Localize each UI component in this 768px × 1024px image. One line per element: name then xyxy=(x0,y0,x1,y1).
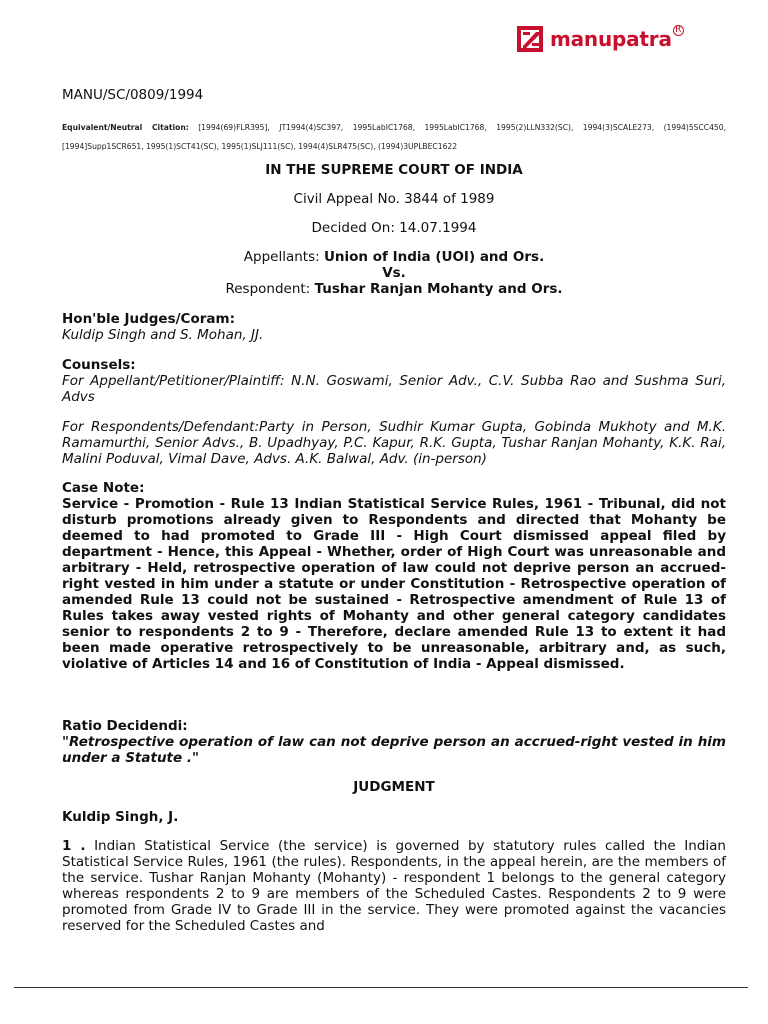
paragraph-text: Indian Statistical Service (the service) is governed by statutory rules called the Indian Statistical Service Rules, 1961 (the rules). Respondents, in the appeal herein, are the members of the service. Tushar Ranjan Mohanty (Mohanty) - respondent 1 belongs to the general category whereas respondents 2 to 9 are members of the Scheduled Castes. Respondents 2 to 9 were promoted from Grade IV to Grade III in the service. They were promoted against the vacancies reserved for the Scheduled Castes and xyxy=(62,838,726,934)
appellant-counsel: For Appellant/Petitioner/Plaintiff: N.N. Goswami, Senior Adv., C.V. Subba Rao and Sushma Suri, Advs xyxy=(62,373,726,405)
manupatra-logo-icon xyxy=(516,24,546,54)
parties-block xyxy=(62,249,726,297)
judgment-paragraph-1 xyxy=(62,838,726,934)
respondent-counsel: For Respondents/Defendant:Party in Person, Sudhir Kumar Gupta, Gobinda Mukhoty and M.K. Ramamurthi, Senior Advs., B. Upadhyay, P.C. Kapur, R.K. Gupta, Tushar Ranjan Mohanty, K.K. Rai, Malini Poduval, Vimal Dave, Advs. A.K. Balwal, Adv. (in-person) xyxy=(62,419,726,467)
manu-citation-id: MANU/SC/0809/1994 xyxy=(62,87,204,103)
respondent-name: Tushar Ranjan Mohanty and Ors. xyxy=(314,281,563,297)
appellants-name: Union of India (UOI) and Ors. xyxy=(323,249,545,265)
case-note-section xyxy=(62,480,726,672)
equivalent-citation xyxy=(62,118,726,156)
decided-date: Decided On: 14.07.1994 xyxy=(311,220,477,236)
respondent-label: Respondent: xyxy=(225,281,311,297)
ratio-heading: Ratio Decidendi: xyxy=(62,718,188,734)
appeal-number: Civil Appeal No. 3844 of 1989 xyxy=(293,191,495,207)
counsels-heading: Counsels: xyxy=(62,357,136,373)
ratio-text: "Retrospective operation of law can not deprive person an accrued-right vested in him under a Statute ." xyxy=(62,734,726,766)
manupatra-logo[interactable] xyxy=(516,24,684,54)
ratio-section xyxy=(62,718,726,766)
registered-mark: R xyxy=(673,25,684,36)
case-note-text: Service - Promotion - Rule 13 Indian Statistical Service Rules, 1961 - Tribunal, did not disturb promotions already given to Respondents and directed that Mohanty be deemed to had promoted to Grade III - High Court dismissed appeal filed by department - Hence, this Appeal - Whether, order of High Court was unreasonable and arbitrary - Held, retrospective operation of law could not deprive person an accrued-right vested in him under a statute or under Constitution - Retrospective operation of amended Rule 13 could not be sustained - Retrospective amendment of Rule 13 of Rules takes away vested rights of Mohanty and other general category candidates senior to respondents 2 to 9 - Therefore, declare amended Rule 13 to extent it had been made operative retrospectively to be unreasonable, arbitrary and, as such, violative of Articles 14 and 16 of Constitution of India - Appeal dismissed. xyxy=(62,496,726,672)
judges-heading: Hon'ble Judges/Coram: xyxy=(62,311,235,327)
judgment-heading: JUDGMENT xyxy=(353,779,435,795)
court-name: IN THE SUPREME COURT OF INDIA xyxy=(265,162,523,178)
paragraph-number: 1 . xyxy=(62,838,86,854)
judges-names: Kuldip Singh and S. Mohan, JJ. xyxy=(62,327,264,343)
footer-rule xyxy=(14,987,748,988)
judgment-author: Kuldip Singh, J. xyxy=(62,809,179,825)
counsels-section xyxy=(62,357,726,405)
versus-label: Vs. xyxy=(382,265,406,281)
brand-name: manupatra xyxy=(550,27,672,51)
case-note-heading: Case Note: xyxy=(62,480,145,496)
citation-label: Equivalent/Neutral Citation: xyxy=(62,123,189,132)
judges-section xyxy=(62,311,726,343)
citation-list: [1994(69)FLR395], JT1994(4)SC397, 1995LabIC1768, 1995LabIC1768, 1995(2)LLN332(SC), 1994(3)SCALE273, (1994)5SCC450, [1994]Supp1SCR651, 1995(1)SCT41(SC), 1995(1)SLJ111(SC), 1994(4)SLR475(SC), (1994)3UPLBEC1622 xyxy=(62,123,726,151)
appellants-label: Appellants: xyxy=(243,249,320,265)
